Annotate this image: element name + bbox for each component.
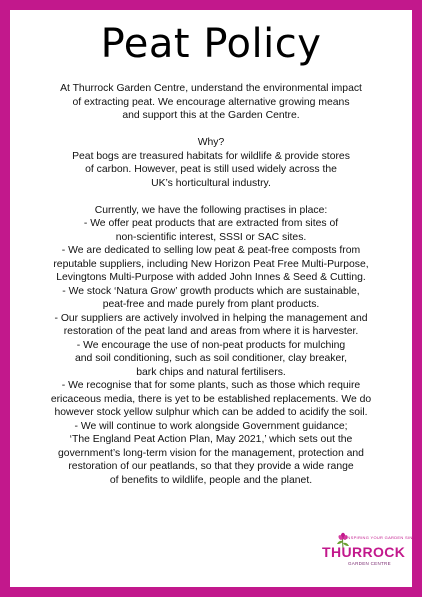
practise-item: - We offer peat products that are extracted from sites of non-scientific interest, SSSI or SAC sites. (83, 218, 339, 243)
practise-item: - We stock ‘Natura Grow’ growth products which are sustainable, peat-free and made purely from plant products. (62, 285, 360, 310)
logo-subname: GARDEN CENTRE (348, 561, 391, 566)
practise-item: - We recognise that for some plants, such as those which require ericaceous media, there is yet to be established replacements. We do however stock yellow sulphur which can be added to acidify the soil. (50, 380, 372, 418)
policy-body (22, 82, 400, 487)
practise-item: - We encourage the use of non-peat products for mulching and soil conditioning, such as soil conditioner, clay breaker, bark chips and natural fertilisers. (74, 339, 348, 378)
intro-paragraph: At Thurrock Garden Centre, understand the environmental impact of extracting peat. We encourage alternative growing means and support this at the Garden Centre. (60, 83, 362, 121)
page-title: Peat Policy (100, 21, 322, 67)
logo-tagline: INSPIRING YOUR GARDEN SINCE (346, 535, 419, 540)
practise-item: - We will continue to work alongside Government guidance; ‘The England Peat Action Plan, May 2021,’ which sets out the government’s long-term vision for the management, protection and restoration of our peatlands, so that they provide a wide range of benefits to wildlife, people and the planet. (58, 420, 364, 486)
why-paragraph: Peat bogs are treasured habitats for wildlife & provide stores of carbon. However, peat is still used widely across the UK’s horticultural industry. (72, 150, 350, 189)
practise-item: - We are dedicated to selling low peat & peat-free composts from reputable suppliers, including New Horizon Peat Free Multi-Purpose, Levingtons Multi-Purpose with added John Innes & Seed & Cutting. (53, 245, 369, 283)
practise-item: - Our suppliers are actively involved in helping the management and restoration of the peat land and areas from where it is harvester. (54, 312, 368, 337)
logo-name: THURROCK (322, 544, 406, 560)
spacer (22, 123, 400, 137)
why-heading: Why? (197, 137, 225, 148)
practises-heading: Currently, we have the following practises in place: (94, 204, 328, 216)
spacer (22, 190, 400, 204)
thurrock-logo (320, 532, 419, 572)
